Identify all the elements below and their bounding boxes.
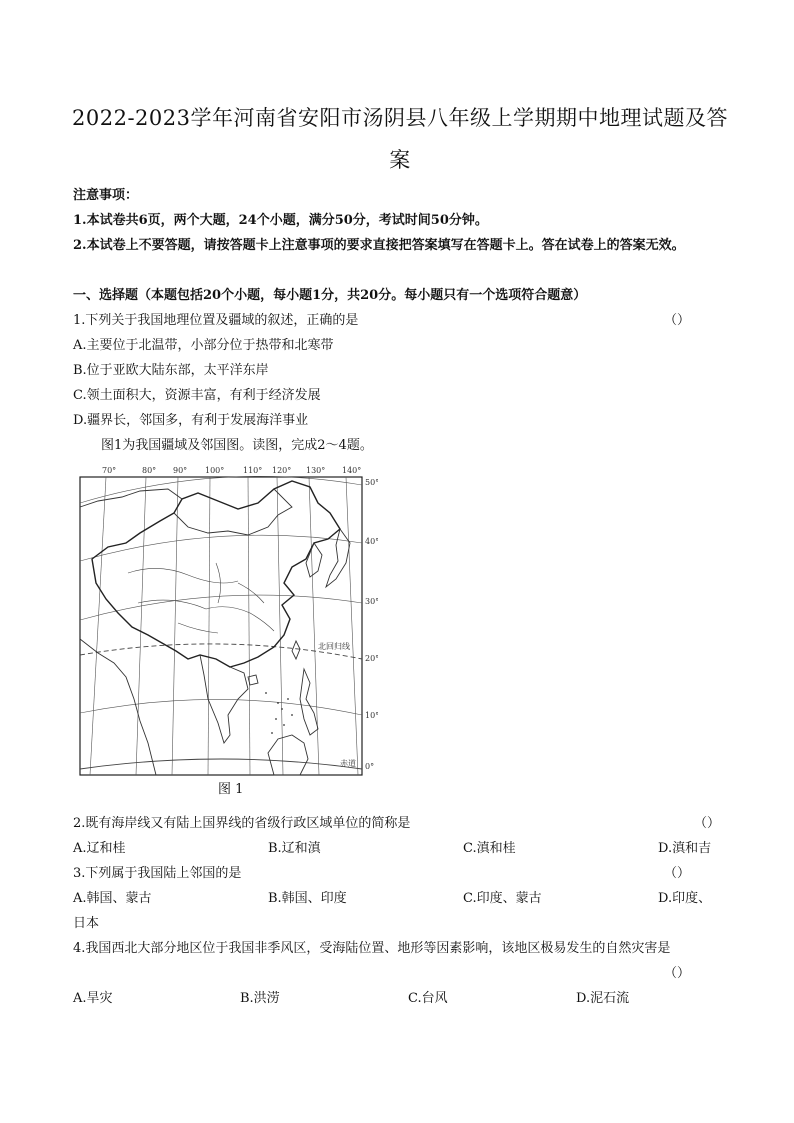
parallels bbox=[80, 476, 362, 715]
q4-option-a: A.旱灾 bbox=[73, 991, 113, 1006]
q3-answer-paren: （） bbox=[664, 866, 691, 881]
tropic-label: 北回归线 bbox=[318, 642, 350, 651]
russia-border bbox=[80, 489, 182, 507]
lat-label: 0° bbox=[365, 762, 375, 771]
china-territory-map bbox=[78, 463, 378, 778]
lat-label: 10° bbox=[365, 711, 378, 720]
notice-item-1: 1.本试卷共6页，两个大题，24个小题，满分50分，考试时间50分钟。 bbox=[73, 213, 488, 228]
lon-label: 120° bbox=[272, 466, 292, 475]
lon-label: 70° bbox=[102, 466, 117, 475]
lat-label: 40° bbox=[365, 537, 378, 546]
map-frame bbox=[80, 477, 362, 775]
q2-option-b: B.辽和滇 bbox=[268, 841, 321, 856]
q3-option-d-continued: 日本 bbox=[73, 916, 100, 931]
korea-peninsula bbox=[306, 543, 322, 577]
q1-option-c: C.领土面积大，资源丰富，有利于经济发展 bbox=[73, 388, 321, 403]
q3-option-d: D.印度、 bbox=[658, 891, 712, 906]
q2-option-c: C.滇和桂 bbox=[463, 841, 516, 856]
lat-label: 30° bbox=[365, 597, 378, 606]
south-china-sea-islands bbox=[265, 692, 293, 734]
q2-option-a: A.辽和桂 bbox=[73, 841, 126, 856]
map-drawing bbox=[78, 463, 378, 778]
q4-option-c: C.台风 bbox=[408, 991, 448, 1006]
philippines bbox=[300, 669, 318, 735]
equator bbox=[80, 759, 362, 769]
q4-answer-paren: （） bbox=[664, 966, 691, 981]
q2-answer-paren: （） bbox=[694, 816, 721, 831]
q4-option-b: B.洪涝 bbox=[240, 991, 280, 1006]
figure-caption: 图 1 bbox=[218, 782, 244, 797]
q3-option-b: B.韩国、印度 bbox=[268, 891, 347, 906]
q1-option-a: A.主要位于北温带，小部分位于热带和北寒带 bbox=[73, 338, 334, 353]
q1-answer-paren: （） bbox=[664, 313, 691, 328]
q1-stem: 1.下列关于我国地理位置及疆域的叙述，正确的是 bbox=[73, 313, 359, 328]
q3-stem: 3.下列属于我国陆上邻国的是 bbox=[73, 866, 242, 881]
lat-label: 50° bbox=[365, 478, 378, 487]
lon-label: 100° bbox=[205, 466, 225, 475]
exam-title-line1: 2022-2023学年河南省安阳市汤阴县八年级上学期期中地理试题及答 bbox=[72, 106, 728, 130]
q2-stem: 2.既有海岸线又有陆上国界线的省级行政区域单位的简称是 bbox=[73, 816, 411, 831]
lon-label: 90° bbox=[173, 466, 188, 475]
section-heading: 一、选择题（本题包括20个小题，每小题1分，共20分。每小题只有一个选项符合题意） bbox=[73, 288, 587, 303]
q1-option-b: B.位于亚欧大陆东部，太平洋东岸 bbox=[73, 363, 269, 378]
lon-label: 80° bbox=[142, 466, 157, 475]
notice-item-2: 2.本试卷上不要答题，请按答题卡上注意事项的要求直接把答案填写在答题卡上。答在试卷上的答案无效。 bbox=[73, 238, 685, 253]
q4-option-d: D.泥石流 bbox=[576, 991, 630, 1006]
q1-option-d: D.疆界长，邻国多，有利于发展海洋事业 bbox=[73, 413, 309, 428]
figure-intro: 图1为我国疆域及邻国图。读图，完成2～4题。 bbox=[101, 438, 373, 453]
borneo bbox=[268, 735, 308, 775]
q3-option-c: C.印度、蒙古 bbox=[463, 891, 542, 906]
lon-label: 130° bbox=[306, 466, 326, 475]
china-border bbox=[92, 481, 340, 667]
equator-label: 赤道 bbox=[340, 759, 356, 768]
lon-label: 140° bbox=[342, 466, 362, 475]
q2-option-d: D.滇和吉 bbox=[658, 841, 712, 856]
taiwan-island bbox=[292, 641, 300, 659]
notice-heading: 注意事项： bbox=[73, 188, 139, 203]
q4-stem: 4.我国西北大部分地区位于我国非季风区，受海陆位置、地形等因素影响，该地区极易发生的自然灾害是 bbox=[73, 941, 671, 956]
exam-title-line2: 案 bbox=[389, 148, 411, 172]
q3-option-a: A.韩国、蒙古 bbox=[73, 891, 152, 906]
lon-label: 110° bbox=[243, 466, 263, 475]
indochina-peninsula bbox=[200, 655, 248, 743]
india-coast bbox=[80, 639, 156, 775]
lat-label: 20° bbox=[365, 654, 378, 663]
